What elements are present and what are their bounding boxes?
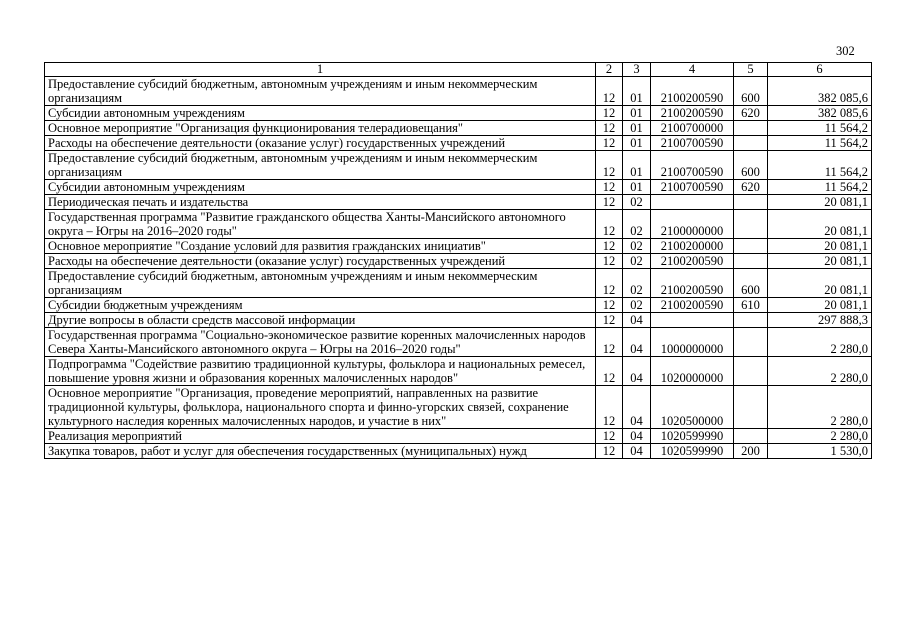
cell-subsection: 01 <box>623 106 651 121</box>
cell-expense-type <box>734 195 768 210</box>
cell-amount: 20 081,1 <box>768 298 872 313</box>
cell-section: 12 <box>596 239 623 254</box>
cell-name: Основное мероприятие "Создание условий для развития гражданских инициатив" <box>45 239 596 254</box>
column-header-subsection: 3 <box>623 63 651 77</box>
cell-amount: 11 564,2 <box>768 151 872 180</box>
cell-subsection: 04 <box>623 386 651 429</box>
cell-amount: 20 081,1 <box>768 254 872 269</box>
cell-expense-type <box>734 121 768 136</box>
cell-expense-type: 200 <box>734 444 768 459</box>
cell-expense-type: 600 <box>734 269 768 298</box>
column-header-name: 1 <box>45 63 596 77</box>
cell-section: 12 <box>596 269 623 298</box>
column-header-target-article: 4 <box>651 63 734 77</box>
cell-subsection: 04 <box>623 429 651 444</box>
cell-section: 12 <box>596 444 623 459</box>
cell-expense-type <box>734 313 768 328</box>
cell-target-article: 2100200590 <box>651 269 734 298</box>
cell-target-article: 1020000000 <box>651 357 734 386</box>
cell-section: 12 <box>596 180 623 195</box>
cell-target-article: 2100200590 <box>651 77 734 106</box>
cell-section: 12 <box>596 77 623 106</box>
cell-target-article: 2100200590 <box>651 254 734 269</box>
cell-target-article: 2100000000 <box>651 210 734 239</box>
cell-name: Государственная программа "Развитие гражданского общества Ханты-Мансийского автономного округа – Югры на 2016–2020 годы" <box>45 210 596 239</box>
cell-amount: 2 280,0 <box>768 357 872 386</box>
cell-target-article: 1020599990 <box>651 429 734 444</box>
column-header-section: 2 <box>596 63 623 77</box>
page-number: 302 <box>836 44 855 58</box>
cell-subsection: 02 <box>623 210 651 239</box>
cell-subsection: 02 <box>623 195 651 210</box>
cell-amount: 2 280,0 <box>768 328 872 357</box>
cell-amount: 2 280,0 <box>768 429 872 444</box>
cell-amount: 297 888,3 <box>768 313 872 328</box>
cell-subsection: 04 <box>623 357 651 386</box>
cell-name: Субсидии автономным учреждениям <box>45 180 596 195</box>
cell-section: 12 <box>596 429 623 444</box>
cell-subsection: 01 <box>623 180 651 195</box>
cell-name: Субсидии автономным учреждениям <box>45 106 596 121</box>
table-row <box>45 136 872 151</box>
cell-name: Другие вопросы в области средств массовой информации <box>45 313 596 328</box>
cell-section: 12 <box>596 357 623 386</box>
cell-amount: 20 081,1 <box>768 210 872 239</box>
cell-expense-type <box>734 136 768 151</box>
cell-name: Предоставление субсидий бюджетным, автономным учреждениям и иным некоммерческим организациям <box>45 269 596 298</box>
cell-name: Расходы на обеспечение деятельности (оказание услуг) государственных учреждений <box>45 136 596 151</box>
cell-amount: 11 564,2 <box>768 121 872 136</box>
cell-amount: 2 280,0 <box>768 386 872 429</box>
cell-target-article <box>651 195 734 210</box>
cell-subsection: 04 <box>623 444 651 459</box>
cell-target-article: 2100200000 <box>651 239 734 254</box>
cell-target-article: 1020500000 <box>651 386 734 429</box>
cell-target-article: 2100200590 <box>651 298 734 313</box>
cell-name: Реализация мероприятий <box>45 429 596 444</box>
table-row <box>45 328 872 357</box>
cell-section: 12 <box>596 254 623 269</box>
cell-section: 12 <box>596 151 623 180</box>
cell-subsection: 02 <box>623 269 651 298</box>
cell-target-article: 2100200590 <box>651 106 734 121</box>
cell-expense-type <box>734 239 768 254</box>
table-row <box>45 151 872 180</box>
cell-section: 12 <box>596 136 623 151</box>
cell-expense-type: 600 <box>734 151 768 180</box>
cell-amount: 20 081,1 <box>768 239 872 254</box>
cell-target-article: 2100700590 <box>651 151 734 180</box>
cell-amount: 20 081,1 <box>768 195 872 210</box>
cell-target-article: 1000000000 <box>651 328 734 357</box>
cell-expense-type <box>734 254 768 269</box>
cell-subsection: 04 <box>623 328 651 357</box>
cell-name: Предоставление субсидий бюджетным, автономным учреждениям и иным некоммерческим организациям <box>45 77 596 106</box>
cell-expense-type: 620 <box>734 106 768 121</box>
cell-name: Периодическая печать и издательства <box>45 195 596 210</box>
cell-name: Предоставление субсидий бюджетным, автономным учреждениям и иным некоммерческим организациям <box>45 151 596 180</box>
cell-expense-type <box>734 357 768 386</box>
cell-amount: 1 530,0 <box>768 444 872 459</box>
table-row <box>45 254 872 269</box>
cell-subsection: 02 <box>623 254 651 269</box>
cell-section: 12 <box>596 210 623 239</box>
cell-target-article: 2100700590 <box>651 180 734 195</box>
column-header-expense-type: 5 <box>734 63 768 77</box>
column-header-amount: 6 <box>768 63 872 77</box>
cell-subsection: 01 <box>623 151 651 180</box>
table-row <box>45 210 872 239</box>
cell-amount: 11 564,2 <box>768 180 872 195</box>
cell-section: 12 <box>596 195 623 210</box>
cell-target-article <box>651 313 734 328</box>
table-row <box>45 357 872 386</box>
table-row <box>45 298 872 313</box>
cell-target-article: 2100700590 <box>651 136 734 151</box>
cell-subsection: 02 <box>623 239 651 254</box>
table-row <box>45 195 872 210</box>
table-row <box>45 429 872 444</box>
cell-expense-type: 620 <box>734 180 768 195</box>
cell-section: 12 <box>596 298 623 313</box>
table-row <box>45 386 872 429</box>
table-header-row <box>45 63 872 77</box>
cell-expense-type: 600 <box>734 77 768 106</box>
table-row <box>45 180 872 195</box>
cell-name: Основное мероприятие "Организация, проведение мероприятий, направленных на развитие традиционной культуры, фольклора, национального спорта и финно-угорских связей, сохранение культурного наследия коренных малочисленных народов, и участие в них" <box>45 386 596 429</box>
table-row <box>45 269 872 298</box>
cell-subsection: 01 <box>623 121 651 136</box>
cell-amount: 11 564,2 <box>768 136 872 151</box>
cell-amount: 382 085,6 <box>768 106 872 121</box>
cell-subsection: 02 <box>623 298 651 313</box>
cell-amount: 382 085,6 <box>768 77 872 106</box>
table-row <box>45 313 872 328</box>
cell-section: 12 <box>596 386 623 429</box>
cell-expense-type <box>734 328 768 357</box>
cell-subsection: 01 <box>623 77 651 106</box>
budget-table <box>44 62 872 459</box>
cell-name: Государственная программа "Социально-экономическое развитие коренных малочисленных народов Севера Ханты-Мансийского автономного округа – Югры на 2016–2020 годы" <box>45 328 596 357</box>
cell-name: Закупка товаров, работ и услуг для обеспечения государственных (муниципальных) нужд <box>45 444 596 459</box>
cell-section: 12 <box>596 328 623 357</box>
cell-expense-type <box>734 429 768 444</box>
cell-section: 12 <box>596 106 623 121</box>
table-row <box>45 77 872 106</box>
cell-target-article: 2100700000 <box>651 121 734 136</box>
cell-amount: 20 081,1 <box>768 269 872 298</box>
cell-name: Субсидии бюджетным учреждениям <box>45 298 596 313</box>
cell-subsection: 01 <box>623 136 651 151</box>
cell-subsection: 04 <box>623 313 651 328</box>
table-row <box>45 444 872 459</box>
table-row <box>45 121 872 136</box>
cell-name: Расходы на обеспечение деятельности (оказание услуг) государственных учреждений <box>45 254 596 269</box>
cell-name: Подпрограмма "Содействие развитию традиционной культуры, фольклора и национальных ремесел, повышение уровня жизни и образования коренных малочисленных народов" <box>45 357 596 386</box>
cell-expense-type: 610 <box>734 298 768 313</box>
cell-expense-type <box>734 386 768 429</box>
cell-section: 12 <box>596 313 623 328</box>
cell-name: Основное мероприятие "Организация функционирования телерадиовещания" <box>45 121 596 136</box>
cell-expense-type <box>734 210 768 239</box>
cell-section: 12 <box>596 121 623 136</box>
cell-target-article: 1020599990 <box>651 444 734 459</box>
table-row <box>45 106 872 121</box>
table-row <box>45 239 872 254</box>
